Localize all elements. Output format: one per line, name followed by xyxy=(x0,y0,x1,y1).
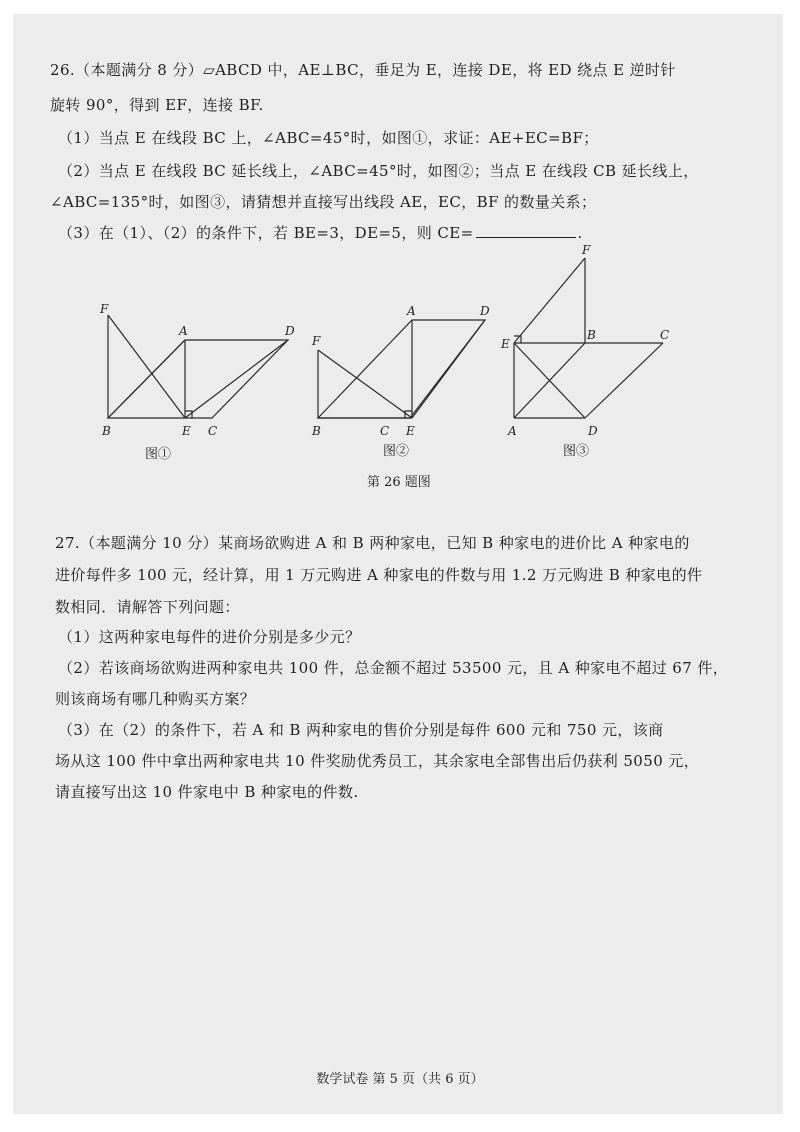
problem27-part1: （1）这两种家电每件的进价分别是多少元？ xyxy=(58,628,361,646)
fig1-label-f: F xyxy=(100,302,109,316)
page-footer: 数学试卷 第 5 页（共 6 页） xyxy=(316,1072,484,1087)
fig1-segment-ab xyxy=(108,340,185,418)
fig1-label-a: A xyxy=(179,324,188,338)
problem26-line-2: 旋转 90°，得到 EF，连接 BF. xyxy=(50,96,264,114)
fig2-label-a: A xyxy=(407,304,416,318)
fig3-outline xyxy=(514,343,663,418)
fig3-label-e: E xyxy=(501,337,510,351)
fig2-label-d: D xyxy=(480,304,490,318)
fig3-label-f: F xyxy=(582,243,591,257)
figure-group-caption: 第 26 题图 xyxy=(367,475,431,490)
problem26-part3-text: （3）在（1）、（2）的条件下，若 BE=3，DE=5，则 CE= xyxy=(58,224,474,242)
problem26-part1: （1）当点 E 在线段 BC 上，∠ABC=45°时，如图①，求证：AE+EC=BF； xyxy=(58,129,599,147)
fig1-segment-fe xyxy=(108,315,185,418)
answer-blank[interactable] xyxy=(476,222,576,238)
fig2-segment-ed xyxy=(412,320,485,418)
fig3-label-a: A xyxy=(508,424,517,438)
fig1-label-c: C xyxy=(208,424,218,438)
fig1-label-d: D xyxy=(285,324,295,338)
fig2-label-e: E xyxy=(406,424,415,438)
problem27-part3: （3）在（2）的条件下，若 A 和 B 两种家电的售价分别是每件 600 元和 750 元，该商 xyxy=(58,721,664,739)
fig2-label-c: C xyxy=(380,424,390,438)
problem27-part3-cont-1: 场从这 100 件中拿出两种家电共 10 件奖励优秀员工，其余家电全部售出后仍获利 5050 元， xyxy=(55,752,700,770)
problem27-part2-cont: 则该商场有哪几种购买方案？ xyxy=(55,690,256,708)
figure-3 xyxy=(500,240,690,440)
figure-2 xyxy=(300,295,510,445)
problem27-part2: （2）若该商场欲购进两种家电共 100 件，总金额不超过 53500 元，且 A 种家电不超过 67 件， xyxy=(58,659,729,677)
fig3-segment-cd xyxy=(585,343,663,418)
fig3-label-b: B xyxy=(587,328,596,342)
fig1-caption: 图① xyxy=(145,447,172,462)
problem26-part2-cont: ∠ABC=135°时，如图③，请猜想并直接写出线段 AE，EC，BF 的数量关系； xyxy=(50,193,597,211)
problem27-part3-cont-2: 请直接写出这 10 件家电中 B 种家电的件数. xyxy=(55,783,359,801)
problem27-line-1: 27.（本题满分 10 分）某商场欲购进 A 和 B 两种家电，已知 B 种家电的进价比 A 种家电的 xyxy=(55,534,690,552)
fig3-label-c: C xyxy=(660,328,670,342)
fig3-caption: 图③ xyxy=(563,444,590,459)
problem26-part3-end: . xyxy=(577,224,583,242)
fig3-label-d: D xyxy=(588,424,598,438)
fig2-segment-fe xyxy=(318,350,412,418)
fig2-parallelogram xyxy=(318,320,485,418)
fig2-caption: 图② xyxy=(383,444,410,459)
problem27-line-3: 数相同．请解答下列问题： xyxy=(55,598,240,616)
fig3-segment-fe xyxy=(514,258,585,343)
fig1-label-b: B xyxy=(102,424,111,438)
fig1-label-e: E xyxy=(182,424,191,438)
problem26-line-1: 26.（本题满分 8 分）▱ABCD 中，AE⊥BC，垂足为 E，连接 DE，将 ED 绕点 E 逆时针 xyxy=(50,61,676,79)
fig2-label-b: B xyxy=(312,424,321,438)
problem26-part2: （2）当点 E 在线段 BC 延长线上，∠ABC=45°时，如图②；当点 E 在线段 CB 延长线上， xyxy=(58,162,699,180)
figure-1 xyxy=(90,295,320,445)
fig2-label-f: F xyxy=(312,334,321,348)
fig1-segment-ed xyxy=(185,340,288,418)
problem27-line-2: 进价每件多 100 元，经计算，用 1 万元购进 A 种家电的件数与用 1.2 万元购进 B 种家电的件 xyxy=(55,566,703,584)
